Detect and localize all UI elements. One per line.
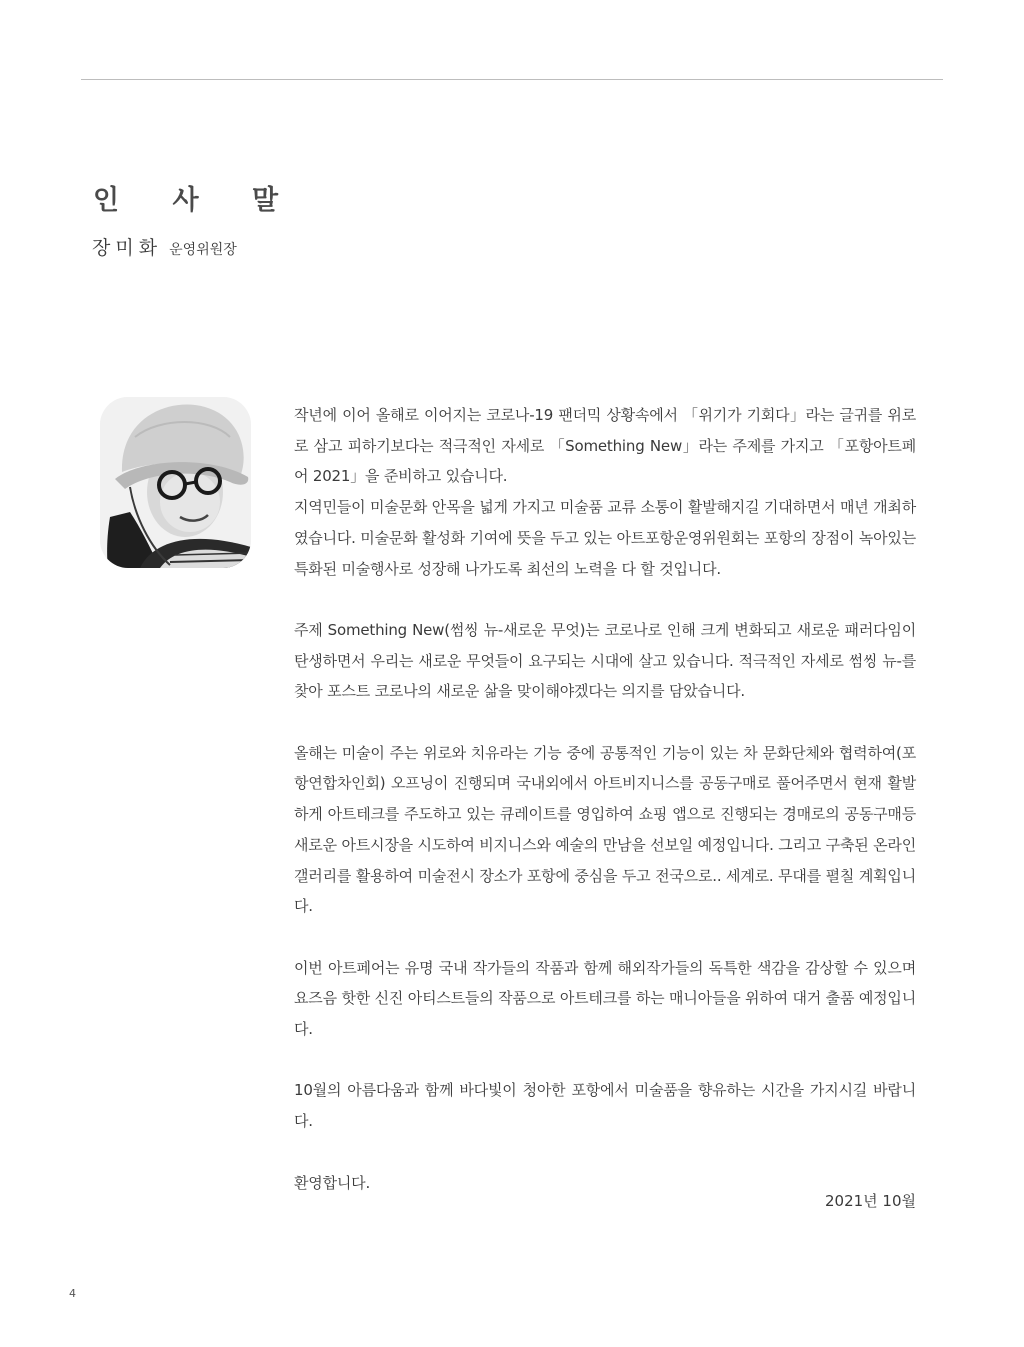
paragraph: 작년에 이어 올해로 이어지는 코로나-19 팬더믹 상황속에서 「위기가 기회다」라는 글귀를 위로로 삼고 피하기보다는 적극적인 자세로 「Something New」라는 주제를 가지고 「포항아트페어 2021」을 준비하고 있습니다. xyxy=(294,406,916,486)
author-role: 운영위원장 xyxy=(169,242,237,258)
top-divider xyxy=(81,79,943,80)
paragraph: 주제 Something New(썸씽 뉴-새로운 무엇)는 코로나로 인해 크게 변화되고 새로운 패러다임이 탄생하면서 우리는 새로운 무엇들이 요구되는 시대에 살고 있습니다. 적극적인 자세로 썸씽 뉴-를 찾아 포스트 코로나의 새로운 삶을 맞이해야겠다는 의지를 담았습니다. xyxy=(294,620,916,701)
page-number: 4 xyxy=(69,1287,76,1300)
letter-date: 2021년 10월 xyxy=(824,1192,916,1210)
page-title: 인 사 말 xyxy=(93,185,301,216)
portrait-photo xyxy=(100,397,251,568)
author-line xyxy=(92,233,237,260)
paragraph: 올해는 미술이 주는 위로와 치유라는 기능 중에 공통적인 기능이 있는 차 문화단체와 협력하여(포항연합차인회) 오프닝이 진행되며 국내외에서 아트비지니스를 공동구매로 풀어주면서 현재 활발하게 아트테크를 주도하고 있는 큐레이트를 영입하여 쇼핑 앱으로 진행되는 경매로의 공동구매등 새로운 아트시장을 시도하여 비지니스와 예술의 만남을 선보일 예정입니다. 그리고 구축된 온라인 갤러리를 활용하여 미술전시 장소가 포항에 중심을 두고 전국으로.. 세계로. 무대를 펼칠 계획입니다. xyxy=(294,743,916,916)
paragraph: 지역민들이 미술문화 안목을 넓게 가지고 미술품 교류 소통이 활발해지길 기대하면서 매년 개최하였습니다. 미술문화 활성화 기여에 뜻을 두고 있는 아트포항운영위원회는 포항의 장점이 녹아있는 특화된 미술행사로 성장해 나가도록 최선의 노력을 다 할 것입니다. xyxy=(294,498,916,578)
greeting-body xyxy=(294,400,916,1198)
paragraph: 10월의 아름다움과 함께 바다빛이 청아한 포항에서 미술품을 향유하는 시간을 가지시길 바랍니다. xyxy=(294,1081,916,1131)
author-name: 장미화 xyxy=(92,237,163,259)
paragraph: 환영합니다. xyxy=(294,1173,371,1192)
paragraph: 이번 아트페어는 유명 국내 작가들의 작품과 함께 해외작가들의 독특한 색감을 감상할 수 있으며 요즈음 핫한 신진 아티스트들의 작품으로 아트테크를 하는 매니아들을 위하여 대거 출품 예정입니다. xyxy=(294,958,916,1039)
